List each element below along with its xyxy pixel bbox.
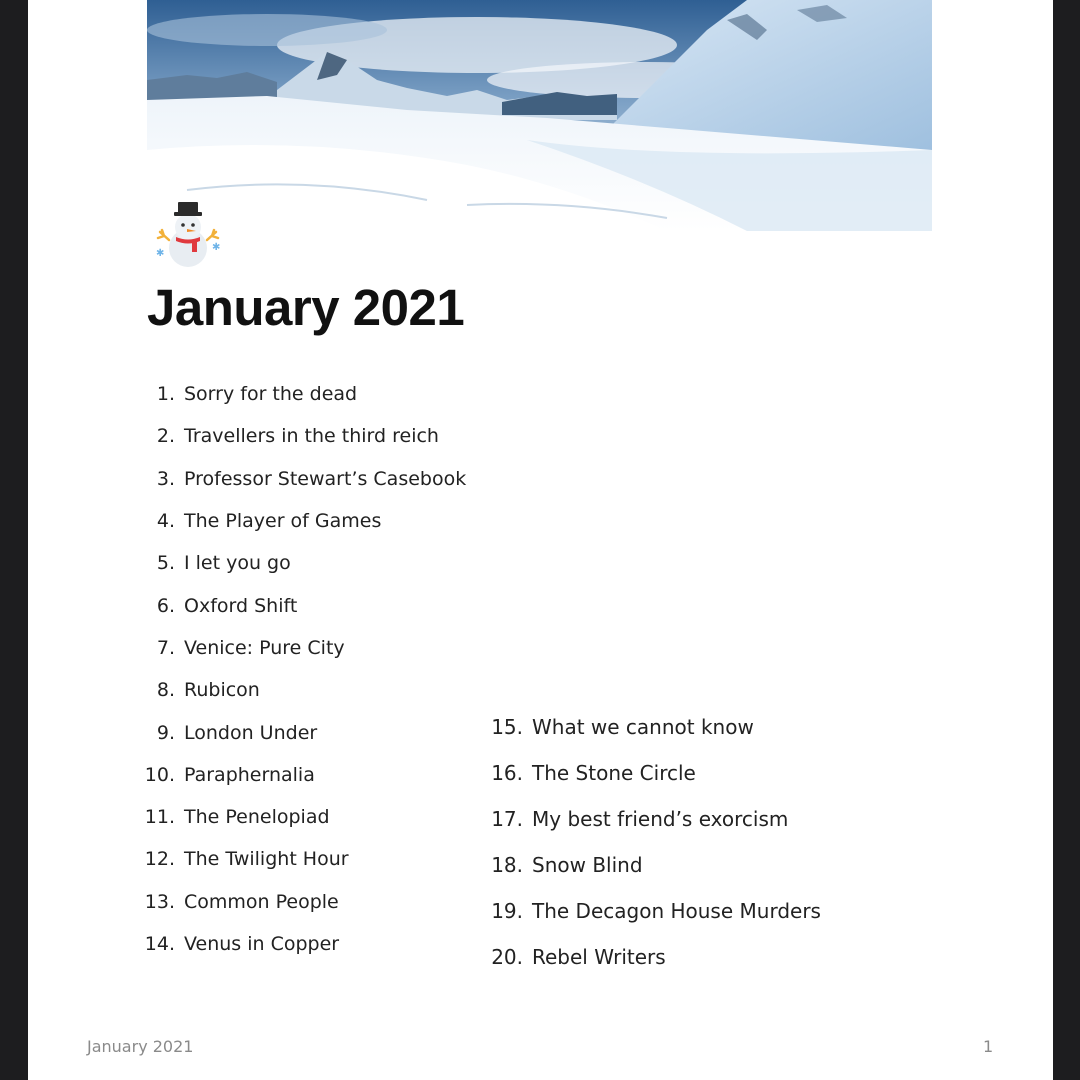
document-page: [28, 0, 1053, 1080]
list-item: [28, 923, 488, 965]
cover-image: [147, 0, 932, 231]
list-item-number: 11.: [144, 806, 175, 829]
list-item-number: 5.: [156, 552, 175, 575]
list-item-text: The Penelopiad: [184, 806, 330, 829]
list-item-number: 2.: [156, 425, 175, 448]
list-item-number: 1.: [156, 383, 175, 406]
list-item-text: I let you go: [184, 552, 291, 575]
list-item: [468, 934, 1028, 980]
list-item: [28, 458, 488, 500]
snowy-mountain-illustration: [147, 0, 932, 231]
svg-text:✱: ✱: [212, 242, 221, 253]
list-item-number: 12.: [144, 848, 175, 871]
list-item-text: Snow Blind: [532, 853, 643, 877]
list-item-text: What we cannot know: [532, 715, 754, 739]
list-item: [28, 373, 488, 415]
list-item-number: 6.: [156, 594, 175, 617]
list-item-number: 17.: [491, 807, 523, 831]
list-item-number: 7.: [156, 636, 175, 659]
list-item: [28, 796, 488, 838]
svg-text:✱: ✱: [156, 248, 165, 259]
list-item-text: Venus in Copper: [184, 933, 340, 955]
list-item-text: Rubicon: [184, 679, 260, 702]
list-item-text: The Twilight Hour: [184, 848, 349, 871]
list-item-number: 3.: [156, 467, 175, 490]
list-item-number: 10.: [144, 763, 175, 786]
list-item-text: My best friend’s exorcism: [532, 807, 789, 831]
list-item-number: 4.: [156, 510, 175, 533]
page-number: 1: [983, 1037, 994, 1056]
page-title: January 2021: [147, 279, 465, 336]
list-item-number: 16.: [491, 761, 523, 785]
reading-list-left: [28, 373, 488, 965]
list-item-text: London Under: [184, 721, 318, 744]
snowman-icon[interactable]: [152, 196, 224, 272]
list-item-number: 15.: [491, 715, 523, 739]
list-item-text: Professor Stewart’s Casebook: [184, 467, 467, 490]
list-item-text: Venice: Pure City: [184, 636, 345, 659]
list-item: [468, 842, 1028, 888]
list-item-text: Paraphernalia: [184, 763, 315, 786]
list-item: [28, 711, 488, 753]
list-item: [468, 796, 1028, 842]
list-item: [28, 838, 488, 880]
list-item: [28, 500, 488, 542]
list-item: [28, 669, 488, 711]
list-item-text: The Player of Games: [184, 510, 382, 533]
list-item-number: 13.: [144, 890, 175, 913]
list-item-text: The Stone Circle: [532, 761, 696, 785]
list-item: [28, 754, 488, 796]
list-item: [28, 415, 488, 457]
footer-title: January 2021: [87, 1037, 194, 1056]
list-item: [28, 881, 488, 923]
list-item-text: Common People: [184, 890, 339, 913]
reading-list-right: [468, 704, 1028, 980]
list-item-number: 14.: [144, 933, 175, 955]
list-item: [468, 704, 1028, 750]
list-item-text: Oxford Shift: [184, 594, 298, 617]
list-item-number: 9.: [156, 721, 175, 744]
list-item: [28, 627, 488, 669]
list-item-text: Sorry for the dead: [184, 383, 358, 406]
list-item-text: Rebel Writers: [532, 945, 666, 969]
list-item: [28, 542, 488, 584]
list-item-number: 18.: [491, 853, 523, 877]
list-item-number: 8.: [156, 679, 175, 702]
list-item: [468, 888, 1028, 934]
list-item: [28, 584, 488, 626]
list-item: [468, 750, 1028, 796]
list-item-text: Travellers in the third reich: [184, 425, 439, 448]
list-item-number: 19.: [491, 899, 523, 923]
list-item-text: The Decagon House Murders: [532, 899, 821, 923]
list-item-number: 20.: [491, 945, 523, 969]
